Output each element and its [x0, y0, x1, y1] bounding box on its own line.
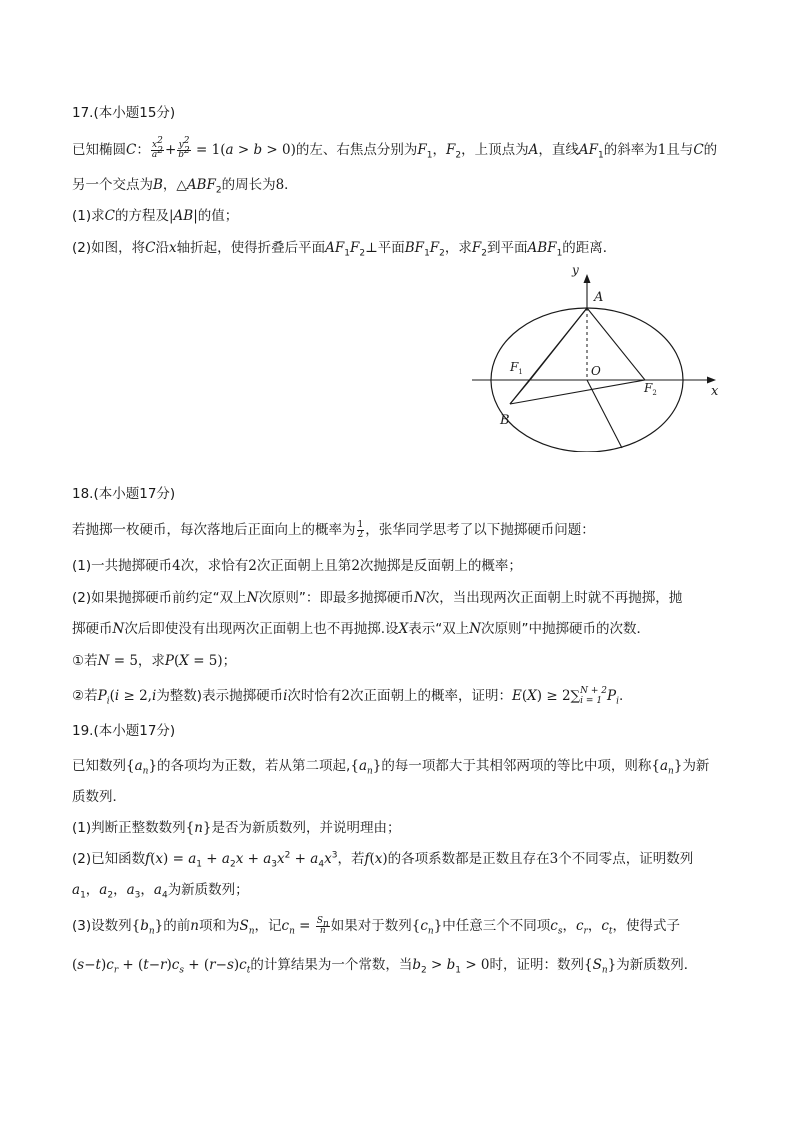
q18-part-2-line-2: 掷硬币N次后即使没有出现两次正面朝上也不再抛掷.设X表示“双上N次原则”中抛掷硬币的次数． [72, 621, 651, 637]
q19-line-2: 质数列． [72, 789, 126, 805]
q18-subpart-1: ①若N = 5，求P(X = 5)； [72, 653, 237, 669]
folded-y-axis [587, 380, 622, 448]
q18-intro: 若抛掷一枚硬币，每次落地后正面向上的概率为 $\frac{1}{2}$ ，张华同学思考了以下抛掷硬币问题： [72, 519, 595, 540]
line-F1B [510, 380, 530, 404]
q17-line-2: 另一个交点为B，$\triangle ABF_2$的周长为8． [72, 177, 298, 196]
q19-line-1: 已知数列$\{a_n\}$的各项均为正数，若从第二项起$,\{a_n\}$的每一项都大于其相邻两项的等比中项，则称$\{a_n\}$为新 [72, 758, 710, 777]
q19-part-1: (1)判断正整数数列{n}是否为新质数列，并说明理由； [72, 820, 401, 836]
q19-part-2-line-1: (2)已知函数$f(x) = a_1 + a_2x + a_3x^2 + a_4x^3$，若f(x)的各项系数都是正数且存在3个不同零点，证明数列 [72, 850, 694, 870]
y-axis-arrow [584, 274, 591, 283]
label-y: y [572, 263, 579, 277]
q17-line-1: 已知椭圆C： $\frac{x^2}{a^2}$ + $\frac{y^2}{b^2}$ = 1(a > b > 0)的左、右焦点分别为$F_1$，$F_2$，上顶点为A，直线$AF_1$的斜率为1且与C的 [72, 135, 718, 161]
q19-part-3-line-1: (3)设数列$\{b_n\}$的前n项和为$S_n$，记$c_n$ = $\frac{S_n}{n}$ 如果对于数列$\{c_n\}$中任意三个不同项$c_s$，$c_r$，$c_t$，使得式子 [72, 915, 681, 937]
q18-header: 18.(本小题17分) [72, 486, 176, 502]
q18-part-2-line-1: (2)如果抛掷硬币前约定“双上N次原则”：即最多抛掷硬币N次，当出现两次正面朝上时就不再抛掷，抛 [72, 590, 683, 606]
q17-part-2: (2)如图，将C沿x轴折起，使得折叠后平面$AF_1F_2\perp$平面$BF_1F_2$，求$F_2$到平面$ABF_1$的距离． [72, 240, 617, 259]
label-A: A [594, 290, 604, 305]
q19-part-2-line-2: $a_1$，$a_2$，$a_3$，$a_4$为新质数列； [72, 882, 249, 901]
q17-part-1: (1)求C的方程及|AB|的值； [72, 208, 239, 224]
x-axis-arrow [707, 377, 716, 384]
label-B: B [500, 413, 510, 428]
q19-part-3-line-2: $(s-t)c_r + (t-r)c_s + (r-s)c_t$的计算结果为一个常数，当$b_2 > b_1 > 0$时，证明：数列$\{S_n\}$为新质数列． [72, 957, 698, 976]
label-O: O [591, 364, 601, 378]
label-F2: $F_2$ [644, 381, 657, 397]
q18-subpart-2: ②若$P_i(i \ge 2,i$为整数)表示抛掷硬币i次时恰有2次正面朝上的概率，证明：E(X) ≥ 2∑ N + 2 i = 1 $P_i$. [72, 686, 624, 707]
q17-header: 17.(本小题15分) [72, 105, 176, 121]
ellipse-fold-figure [468, 262, 728, 452]
label-x: x [711, 384, 719, 399]
label-F1: $F_1$ [510, 360, 523, 376]
q19-header: 19.(本小题17分) [72, 723, 176, 739]
line-BF2 [510, 380, 645, 404]
q18-part-1: (1)一共抛掷硬币4次，求恰有2次正面朝上且第2次抛掷是反面朝上的概率； [72, 558, 522, 574]
